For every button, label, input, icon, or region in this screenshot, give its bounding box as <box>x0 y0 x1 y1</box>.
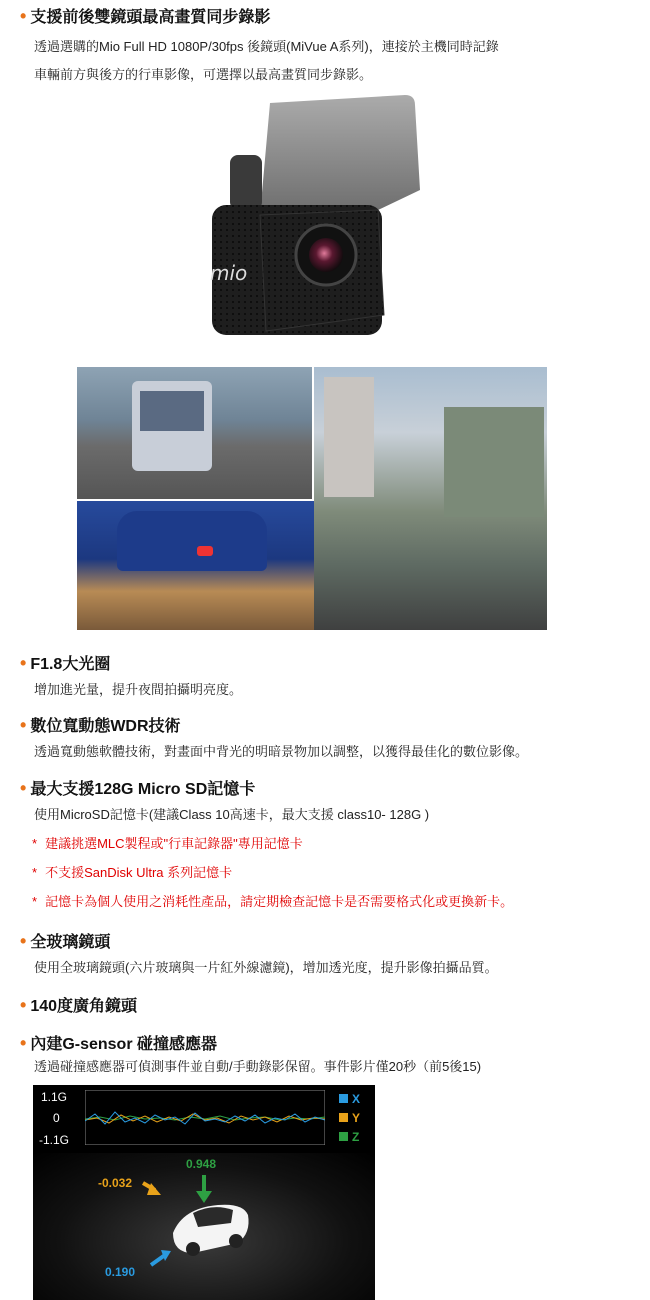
section-title: • 數位寬動態WDR技術 <box>20 715 181 735</box>
bullet-icon: • <box>20 931 27 951</box>
bullet-icon: • <box>20 653 27 673</box>
x-arrow-icon <box>151 1250 171 1265</box>
y-value: -0.032 <box>98 1176 133 1190</box>
section-text: 使用全玻璃鏡頭(六片玻璃與一片紅外線濾鏡)，增加透光度，提升影像拍攝品質。 <box>34 960 498 975</box>
g-tick-bottom: -1.1G <box>39 1133 70 1147</box>
section-text: 透過碰撞感應器可偵測事件並自動/手動錄影保留。事件影片僅20秒（前5後15) <box>34 1059 482 1074</box>
section-title: • 全玻璃鏡頭 <box>20 931 111 951</box>
section-aperture <box>20 653 640 704</box>
section-text: 車輛前方與後方的行車影像，可選擇以最高畫質同步錄影。 <box>34 67 373 82</box>
section-text: 透過寬動態軟體技術，對畫面中背光的明暗景物加以調整，以獲得最佳化的數位影像。 <box>34 744 529 759</box>
bullet-icon: • <box>20 715 27 735</box>
z-arrow-icon <box>196 1175 212 1203</box>
bullet-icon: • <box>20 6 27 26</box>
section-wide-angle <box>20 995 640 1017</box>
section-title: • 內建G-sensor 碰撞感應器 <box>20 1033 218 1053</box>
note-item: * 不支援SanDisk Ultra 系列記憶卡 <box>32 865 233 880</box>
section-text: 透過選購的Mio Full HD 1080P/30fps 後鏡頭(MiVue A系列)，連接於主機同時記錄 <box>34 39 499 54</box>
z-value: 0.948 <box>186 1157 217 1171</box>
note-item: * 建議挑選MLC製程或"行車記錄器"專用記憶卡 <box>32 836 303 851</box>
y-arrow-icon <box>143 1183 161 1195</box>
section-dual-camera <box>20 6 640 89</box>
section-title: • 140度廣角鏡頭 <box>20 995 138 1015</box>
legend-x: X <box>339 1092 360 1106</box>
rear-view-image <box>77 367 314 501</box>
car-icon <box>173 1205 249 1256</box>
section-sd-card <box>20 778 640 916</box>
bullet-icon: • <box>20 995 27 1015</box>
section-title: • F1.8大光圈 <box>20 653 111 673</box>
legend-y: Y <box>339 1111 360 1125</box>
dual-view-photo <box>77 367 547 630</box>
bullet-icon: • <box>20 1033 27 1053</box>
cabin-view-image <box>77 501 314 630</box>
rear-camera-image <box>200 95 440 345</box>
legend-z: Z <box>339 1130 359 1144</box>
front-view-image <box>314 367 547 630</box>
section-g-sensor <box>20 1033 640 1081</box>
section-text: 增加進光量，提升夜間拍攝明亮度。 <box>34 682 243 697</box>
section-text: 使用MicroSD記憶卡(建議Class 10高速卡，最大支援 class10- 128G ) <box>34 807 430 822</box>
section-title: • 支援前後雙鏡頭最高畫質同步錄影 <box>20 6 271 26</box>
section-glass-lens <box>20 931 640 982</box>
g-sensor-graphic <box>33 1085 375 1300</box>
g-tick-top: 1.1G <box>41 1090 68 1104</box>
bullet-icon: • <box>20 778 27 798</box>
x-value: 0.190 <box>105 1265 136 1279</box>
g-sensor-waveform <box>85 1090 325 1145</box>
note-item: * 記憶卡為個人使用之消耗性產品，請定期檢查記憶卡是否需要格式化或更換新卡。 <box>32 894 514 909</box>
g-tick-mid: 0 <box>53 1111 60 1125</box>
section-wdr <box>20 715 640 766</box>
section-title: • 最大支援128G Micro SD記憶卡 <box>20 778 256 798</box>
mio-logo: mio <box>210 261 248 285</box>
